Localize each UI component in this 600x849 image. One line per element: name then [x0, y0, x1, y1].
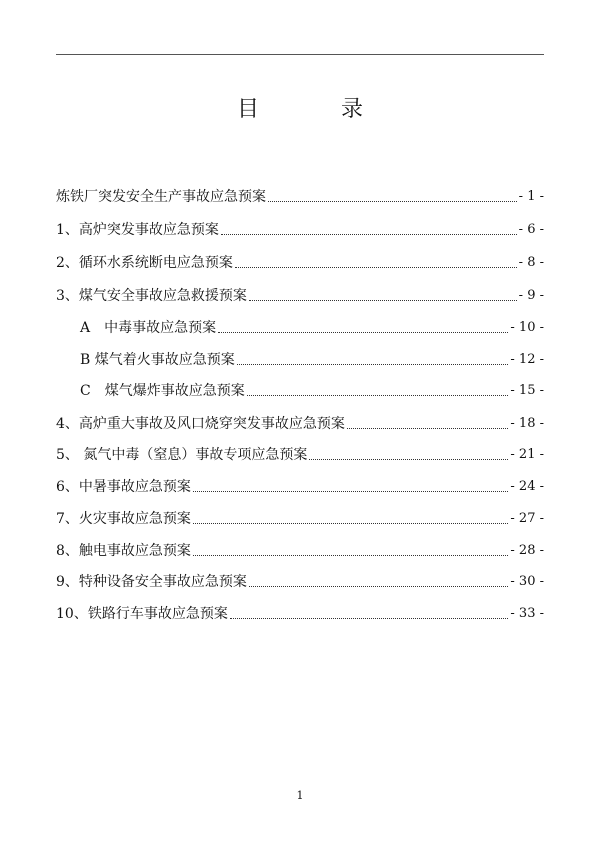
toc-entry[interactable]: [56, 445, 544, 465]
toc-entry-page: - 1 -: [518, 189, 544, 204]
toc-entry-label: 9、特种设备安全事故应急预案: [56, 574, 247, 590]
toc-entry-label: 6、中暑事故应急预案: [56, 479, 191, 495]
toc-subentry[interactable]: [80, 350, 544, 370]
toc-entry[interactable]: [56, 286, 544, 306]
toc-entry-label: A 中毒事故应急预案: [80, 320, 217, 336]
dot-leader: [268, 201, 517, 202]
toc-entry-page: - 28 -: [510, 543, 544, 558]
toc-entry-page: - 12 -: [510, 352, 544, 367]
title-char-1: 目: [236, 97, 259, 122]
dot-leader: [247, 395, 509, 396]
dot-leader: [193, 555, 508, 556]
dot-leader: [249, 586, 508, 587]
toc-entry-page: - 10 -: [510, 320, 544, 335]
page-number: 1: [296, 789, 304, 802]
dot-leader: [193, 523, 508, 524]
dot-leader: [237, 364, 509, 365]
dot-leader: [309, 459, 508, 460]
dot-leader: [347, 428, 509, 429]
dot-leader: [221, 234, 517, 235]
toc-subentry[interactable]: [80, 381, 544, 401]
toc-entry-label: 8、触电事故应急预案: [56, 543, 191, 559]
toc-entry-page: - 33 -: [510, 606, 544, 621]
toc-entry[interactable]: [56, 572, 544, 592]
toc-entry-label: 2、循环水系统断电应急预案: [56, 255, 233, 271]
toc-entry[interactable]: [56, 253, 544, 273]
toc-entry-label: 7、火灾事故应急预案: [56, 511, 191, 527]
toc-entry[interactable]: [56, 187, 544, 207]
dot-leader: [235, 267, 517, 268]
toc-entry[interactable]: [56, 509, 544, 529]
toc-entry-page: - 8 -: [518, 255, 544, 270]
toc-entry-label: 炼铁厂突发安全生产事故应急预案: [56, 189, 266, 205]
dot-leader: [249, 300, 517, 301]
toc-entry-page: - 15 -: [510, 383, 544, 398]
toc-entry-label: 4、高炉重大事故及风口烧穿突发事故应急预案: [56, 416, 345, 432]
header-rule: [56, 54, 544, 55]
toc-entry-label: 5、 氮气中毒（窒息）事故专项应急预案: [56, 447, 308, 463]
toc-entry-page: - 21 -: [510, 447, 544, 462]
dot-leader: [230, 618, 509, 619]
dot-leader: [193, 491, 508, 492]
toc-entry-label: 1、高炉突发事故应急预案: [56, 222, 219, 238]
toc-entry-page: - 9 -: [518, 288, 544, 303]
toc-entry-page: - 6 -: [518, 222, 544, 237]
dot-leader: [218, 332, 508, 333]
toc-entry-page: - 24 -: [510, 479, 544, 494]
toc-entry[interactable]: [56, 414, 544, 434]
toc-entry[interactable]: [56, 477, 544, 497]
toc-entry[interactable]: [56, 220, 544, 240]
toc-subentry[interactable]: [80, 318, 544, 338]
toc-entry-label: 3、煤气安全事故应急救援预案: [56, 288, 247, 304]
toc-entry-page: - 18 -: [510, 416, 544, 431]
toc-entry-page: - 27 -: [510, 511, 544, 526]
toc-entry-page: - 30 -: [510, 574, 544, 589]
page-title: [0, 92, 600, 122]
toc-entry[interactable]: [56, 604, 544, 624]
toc-entry-label: C 煤气爆炸事故应急预案: [80, 383, 245, 399]
title-char-2: 录: [341, 97, 364, 122]
toc-entry-label: 10、铁路行车事故应急预案: [56, 606, 228, 622]
toc-entry-label: B 煤气着火事故应急预案: [80, 352, 235, 368]
toc-entry[interactable]: [56, 541, 544, 561]
